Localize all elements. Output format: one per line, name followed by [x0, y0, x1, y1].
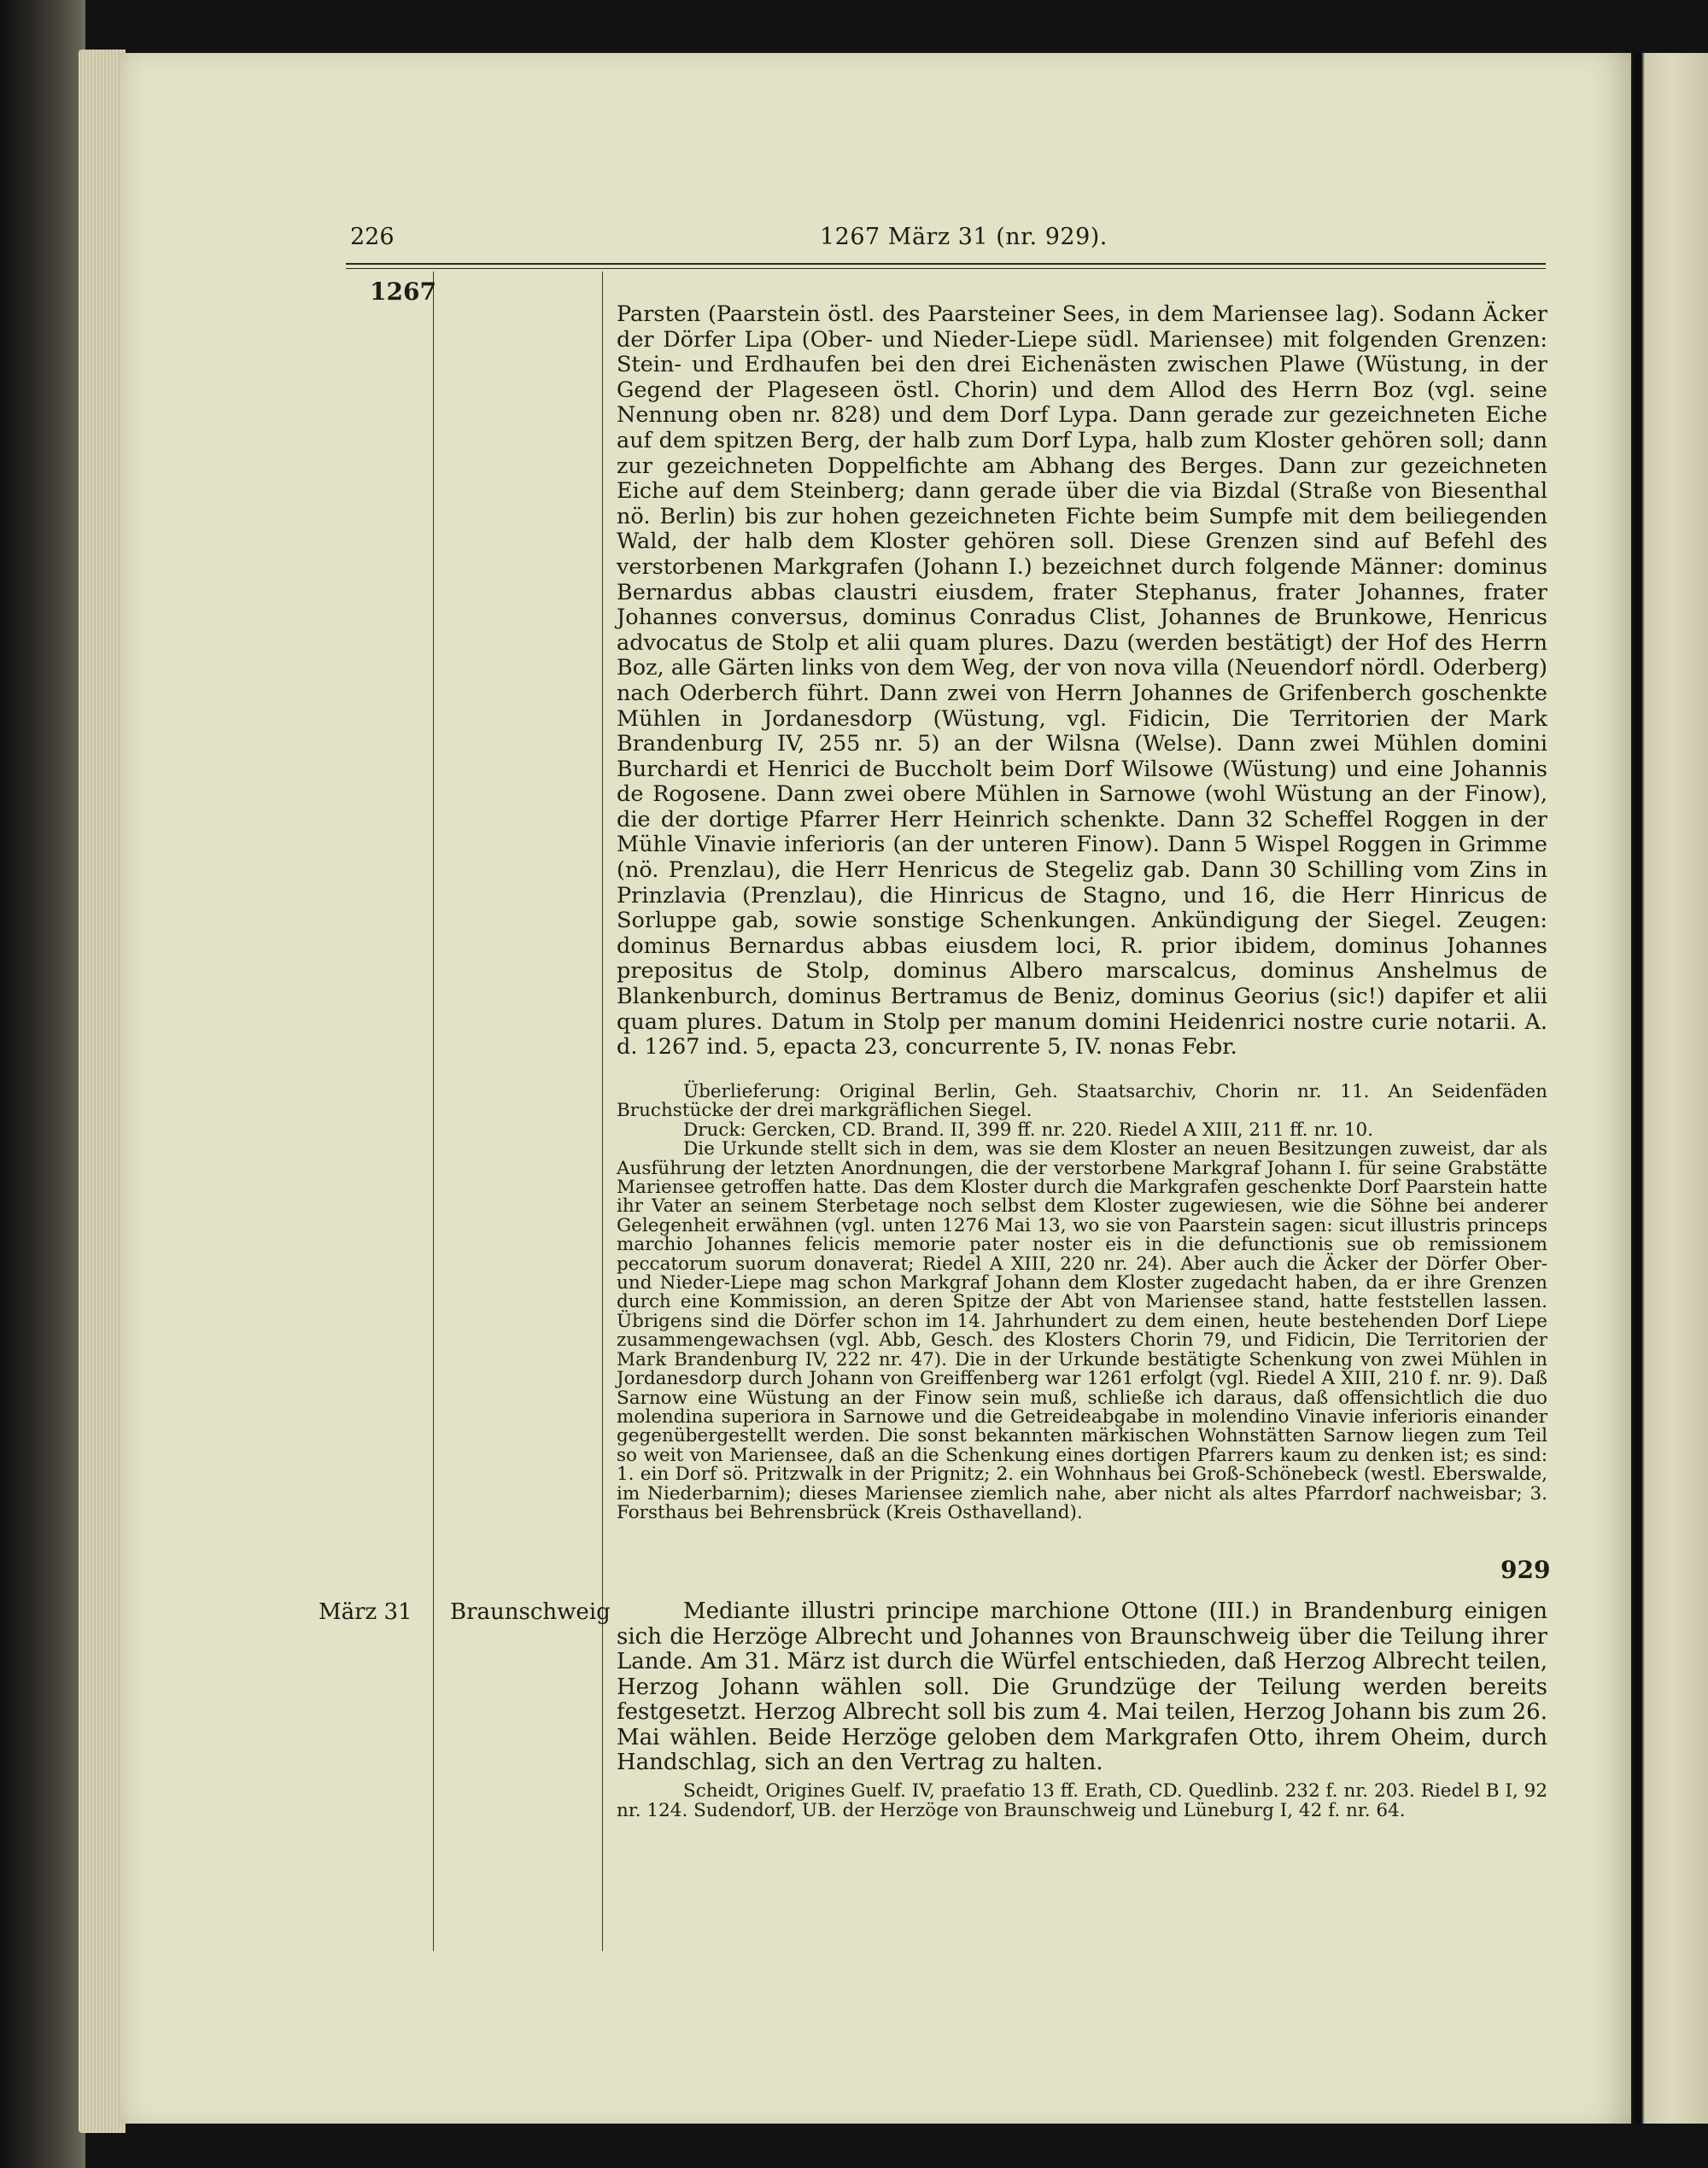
column-divider-2b [602, 1592, 603, 1951]
entry-929-notes [617, 1782, 1547, 1820]
entry-929-note: Scheidt, Origines Guelf. IV, praefatio 13 ff. Erath, CD. Quedlinb. 232 f. nr. 203. Riedel B I, 92 nr. 124. Sudendorf, UB. der Herzöge von Braunschweig und Lüneburg I, 42 f. nr. 64. [617, 1780, 1547, 1821]
book-binding [0, 0, 85, 2168]
entry-929-body [617, 1599, 1547, 1776]
header-rule [346, 263, 1546, 265]
header-rule-thin [346, 268, 1546, 269]
note-druck: Druck: Gercken, CD. Brand. II, 399 ff. nr. 220. Riedel A XIII, 211 ff. nr. 10. [683, 1119, 1374, 1141]
entry-date: März 31 [319, 1599, 412, 1625]
entry-928-body [617, 302, 1547, 1061]
note-comment: Die Urkunde stellt sich in dem, was sie dem Kloster an neuen Besitzungen zuweist, dar als Ausführung der letzten Anordnungen, die der verstorbene Markgraf Johann I. für seine Grabstätte Mariensee getroffen hatte. Das dem Kloster durch die Markgrafen geschenkte Dorf Paarstein hatte ihr Vater an seinem Sterbetage noch selbst dem Kloster zugewiesen, wie die Söhne bei anderer Gelegenheit erwähnen (vgl. unten 1276 Mai 13, wo sie von Paarstein sagen: sicut illustris princeps marchio Johannes felicis memorie pater noster eis in die defunctionis sue ob remissionem peccatorum suorum donaverat; Riedel A XIII, 220 nr. 24). Aber auch die Äcker der Dörfer Ober- und Nieder-Liepe mag schon Markgraf Johann dem Kloster zugedacht haben, da er ihre Grenzen durch eine Kommission, an deren Spitze der Abt von Mariensee stand, hatte feststellen lassen. Übrigens sind die Dörfer schon im 14. Jahrhundert zu dem einen, heute bestehenden Dorf Liepe zusammengewachsen (vgl. Abb, Gesch. des Klosters Chorin 79, und Fidicin, Die Territorien der Mark Brandenburg IV, 222 nr. 47). Die in der Urkunde bestätigte Schenkung von zwei Mühlen in Jordanesdorp durch Johann von Greiffenberg war 1261 erfolgt (vgl. Riedel A XIII, 210 f. nr. 9). Daß Sarnow eine Wüstung an der Finow sein muß, schließe ich daraus, daß offensichtlich die duo molendina superiora in Sarnowe und die Getreideabgabe in molendino Vinavie inferioris einander gegenübergestellt werden. Die sonst bekannten märkischen Wohnstätten Sarnow liegen zum Teil so weit von Mariensee, daß an die Schenkung eines dortigen Pfarrers kaum zu denken ist; es sind: 1. ein Dorf sö. Pritzwalk in der Prignitz; 2. ein Wohnhaus bei Groß-Schönebeck (westl. Eberswalde, im Niederbarnim); dieses Mariensee ziemlich nahe, aber nicht als altes Pfarrdorf nachweisbar; 3. Forsthaus bei Behrensbrück (Kreis Osthavelland). [617, 1138, 1547, 1523]
entry-place: Braunschweig [450, 1599, 611, 1625]
page-number: 226 [350, 224, 395, 250]
entry-number: 929 [1500, 1556, 1551, 1584]
column-divider-2 [602, 272, 603, 1592]
running-head: 1267 März 31 (nr. 929). [820, 224, 1108, 250]
column-divider-1b [433, 1592, 434, 1951]
year-label: 1267 [370, 278, 436, 306]
right-page-edge [1627, 53, 1708, 2124]
column-divider-1 [433, 272, 434, 1592]
entry-928-notes [617, 1083, 1547, 1522]
page-edges [79, 50, 126, 2133]
entry-928-text: Parsten (Paarstein östl. des Paarsteiner Sees, in dem Mariensee lag). Sodann Äcker der Dörfer Lipa (Ober- und Nieder-Liepe südl. Mariensee) mit folgenden Grenzen: Stein- und Erdhaufen bei den drei Eichenästen zwischen Plawe (Wüstung, in der Gegend der Plageseen östl. Chorin) und dem Allod des Herrn Boz (vgl. seine Nennung oben nr. 828) und dem Dorf Lypa. Dann gerade zur gezeichneten Eiche auf dem spitzen Berg, der halb zum Dorf Lypa, halb zum Kloster gehören soll; dann zur gezeichneten Doppelfichte am Abhang des Berges. Dann zur gezeichneten Eiche auf dem Steinberg; dann gerade über die via Bizdal (Straße von Biesenthal nö. Berlin) bis zur hohen gezeichneten Fichte beim Sumpfe mit dem beiliegenden Wald, der halb dem Kloster gehören soll. Diese Grenzen sind auf Befehl des verstorbenen Markgrafen (Johann I.) bezeichnet durch folgende Männer: dominus Bernardus abbas claustri eiusdem, frater Stephanus, frater Johannes, frater Johannes conversus, dominus Conradus Clist, Johannes de Brunkowe, Henricus advocatus de Stolp et alii quam plures. Dazu (werden bestätigt) der Hof des Herrn Boz, alle Gärten links von dem Weg, der von nova villa (Neuendorf nördl. Oderberg) nach Oderberch führt. Dann zwei von Herrn Johannes de Grifenberch goschenkte Mühlen in Jordanesdorp (Wüstung, vgl. Fidicin, Die Territorien der Mark Brandenburg IV, 255 nr. 5) an der Wilsna (Welse). Dann zwei Mühlen domini Burchardi et Henrici de Buccholt beim Dorf Wilsowe (Wüstung) und eine Johannis de Rogosene. Dann zwei obere Mühlen in Sarnowe (wohl Wüstung an der Finow), die der dortige Pfarrer Herr Heinrich schenkte. Dann 32 Scheffel Roggen in der Mühle Vinavie inferioris (an der unteren Finow). Dann 5 Wispel Roggen in Grimme (nö. Prenzlau), die Herr Henricus de Stegeliz gab. Dann 30 Schilling vom Zins in Prinzlavia (Prenzlau), die Hinricus de Stagno, und 16, die Herr Hinricus de Sorluppe gab, sowie sonstige Schenkungen. Ankündigung der Siegel. Zeugen: dominus Bernardus abbas eiusdem loci, R. prior ibidem, dominus Johannes prepositus de Stolp, dominus Albero marscalcus, dominus Anshelmus de Blankenburch, dominus Bertramus de Beniz, dominus Georius (sic!) dapifer et alii quam plures. Datum in Stolp per manum domini Heidenrici nostre curie notarii. A. d. 1267 ind. 5, epacta 23, concurrente 5, IV. nonas Febr. [617, 301, 1547, 1061]
page-header [350, 224, 1546, 258]
entry-929-text: Mediante illustri principe marchione Ottone (III.) in Brandenburg einigen sich die Herzöge Albrecht und Johannes von Braunschweig über die Teilung ihrer Lande. Am 31. März ist durch die Würfel entschieden, daß Herzog Albrecht teilen, Herzog Johann wählen soll. Die Grundzüge der Teilung werden bereits festgesetzt. Herzog Albrecht soll bis zum 4. Mai teilen, Herzog Johann bis zum 26. Mai wählen. Beide Herzöge geloben dem Markgrafen Otto, ihrem Oheim, durch Handschlag, sich an den Vertrag zu halten. [617, 1598, 1547, 1775]
note-ueberlieferung: Überlieferung: Original Berlin, Geh. Staatsarchiv, Chorin nr. 11. An Seidenfäden Bruchstücke der drei markgräflichen Siegel. [617, 1081, 1547, 1122]
